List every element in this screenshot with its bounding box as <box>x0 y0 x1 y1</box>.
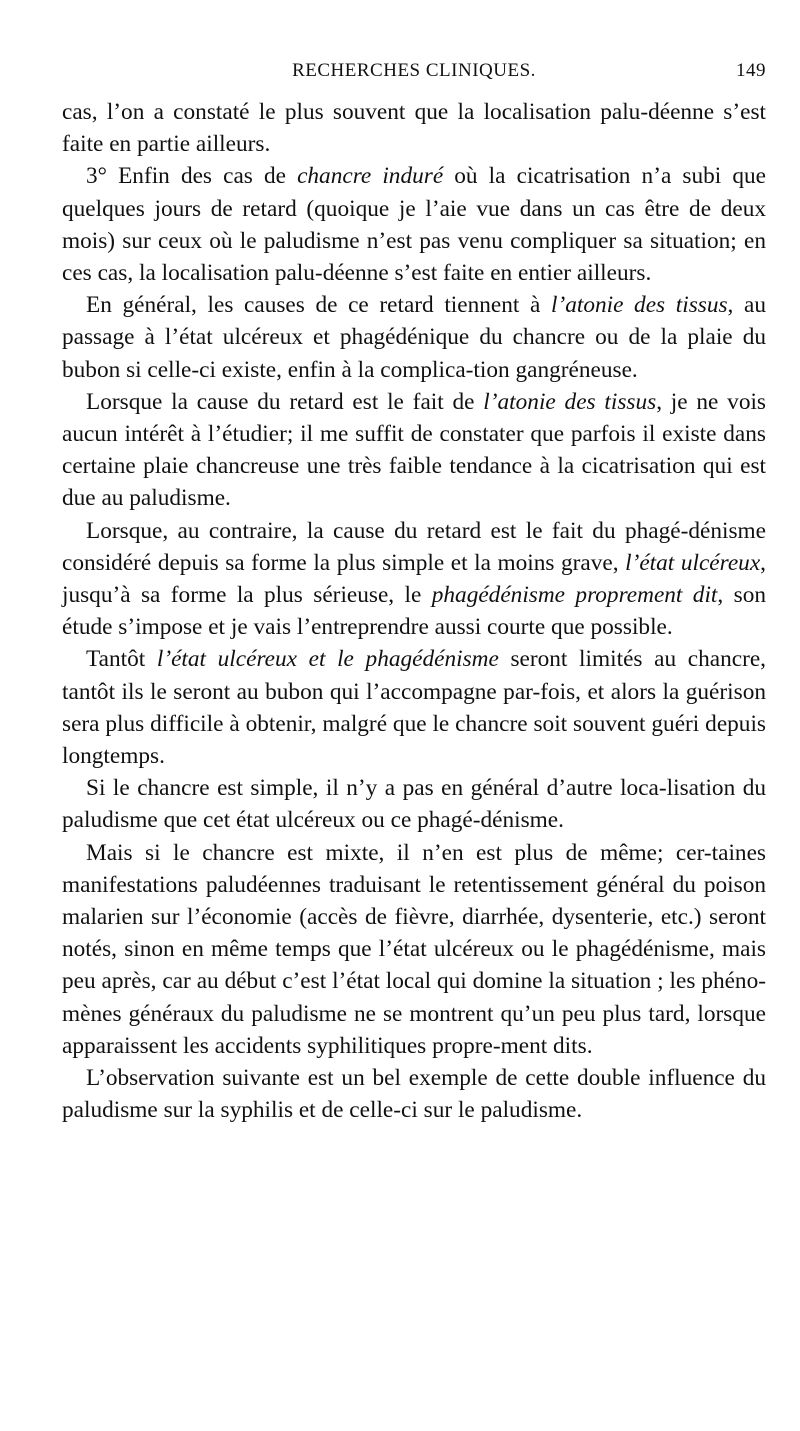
paragraph <box>62 837 766 1062</box>
body-text <box>62 96 766 1127</box>
paragraph <box>62 643 766 772</box>
text-run: , au passage à l’état ulcéreux et phagédénique du chancre ou de la plaie du bubon si celle-ci existe, enfin à la complica-tion gangréneuse. <box>62 292 766 383</box>
page-number: 149 <box>736 60 766 81</box>
italic-phrase: l’atonie des tissus <box>550 292 728 319</box>
italic-phrase: chancre induré <box>297 163 444 190</box>
text-run: , jusqu’à sa forme la plus sérieuse, le <box>62 549 766 609</box>
text-run: Lorsque la cause du retard est le fait de <box>86 388 484 415</box>
text-run: , je ne vois aucun intérêt à l’étudier; il me suffit de constater que parfois il existe dans certaine plaie chancreuse une très faible tendance à la cicatrisation qui est due au paludisme. <box>62 388 767 512</box>
paragraph <box>62 289 766 386</box>
paragraph <box>62 96 766 160</box>
text-run: où la cicatrisation n’a subi que quelques jours de retard (quoique je l’aie vue dans un cas être de deux mois) sur ceux où le paludisme n’est pas venu compliquer sa situation; en ces cas, la localisation palu-déenne s’est faite en entier ailleurs. <box>62 163 766 287</box>
italic-phrase: phagédénisme proprement dit <box>431 582 718 609</box>
paragraph <box>62 386 766 515</box>
italic-phrase: l’état ulcéreux et le phagédénisme <box>156 646 499 673</box>
text-run: Si le chancre est simple, il n’y a pas en général d’autre loca-lisation du paludisme que cet état ulcéreux ou ce phagé-dénisme. <box>62 775 766 834</box>
text-run: 3° Enfin des cas de <box>86 163 298 190</box>
text-run: Lorsque, au contraire, la cause du retard est le fait du phagé-dénisme considéré depuis sa forme la plus simple et la moins grave, <box>62 517 766 576</box>
running-header <box>62 60 766 88</box>
text-run: cas, l’on a constaté le plus souvent que la localisation palu-déenne s’est faite en partie ailleurs. <box>62 99 766 158</box>
text-run: , son étude s’impose et je vais l’entreprendre aussi courte que possible. <box>62 582 766 641</box>
italic-phrase: l’état ulcéreux <box>625 549 761 576</box>
paragraph <box>62 772 766 836</box>
paragraph <box>62 515 766 644</box>
text-run: L’observation suivante est un bel exemple de cette double influence du paludisme sur la syphilis et de celle-ci sur le paludisme. <box>62 1065 766 1124</box>
text-run: Tantôt <box>86 646 157 673</box>
text-run: seront limités au chancre, tantôt ils le seront au bubon qui l’accompagne par-fois, et alors la guérison sera plus difficile à obtenir, malgré que le chancre soit souvent guéri depuis longtemps. <box>62 646 766 770</box>
paragraph <box>62 160 766 289</box>
text-run: En général, les causes de ce retard tiennent à <box>86 292 551 319</box>
italic-phrase: l’atonie des tissus <box>483 388 657 415</box>
running-title: RECHERCHES CLINIQUES. <box>292 60 536 81</box>
paragraph <box>62 1062 766 1126</box>
text-run: Mais si le chancre est mixte, il n’en est plus de même; cer-taines manifestations paludéennes traduisant le retentissement général du poison malarien sur l’économie (accès de fièvre, diarrhée, dysenterie, etc.) seront notés, sinon en même temps que l’état ulcéreux ou le phagédénisme, mais peu après, car au début c’est l’état local qui domine la situation ; les phéno-mènes généraux du paludisme ne se montrent qu’un peu plus tard, lorsque apparaissent les accidents syphilitiques propre-ment dits. <box>62 839 766 1059</box>
